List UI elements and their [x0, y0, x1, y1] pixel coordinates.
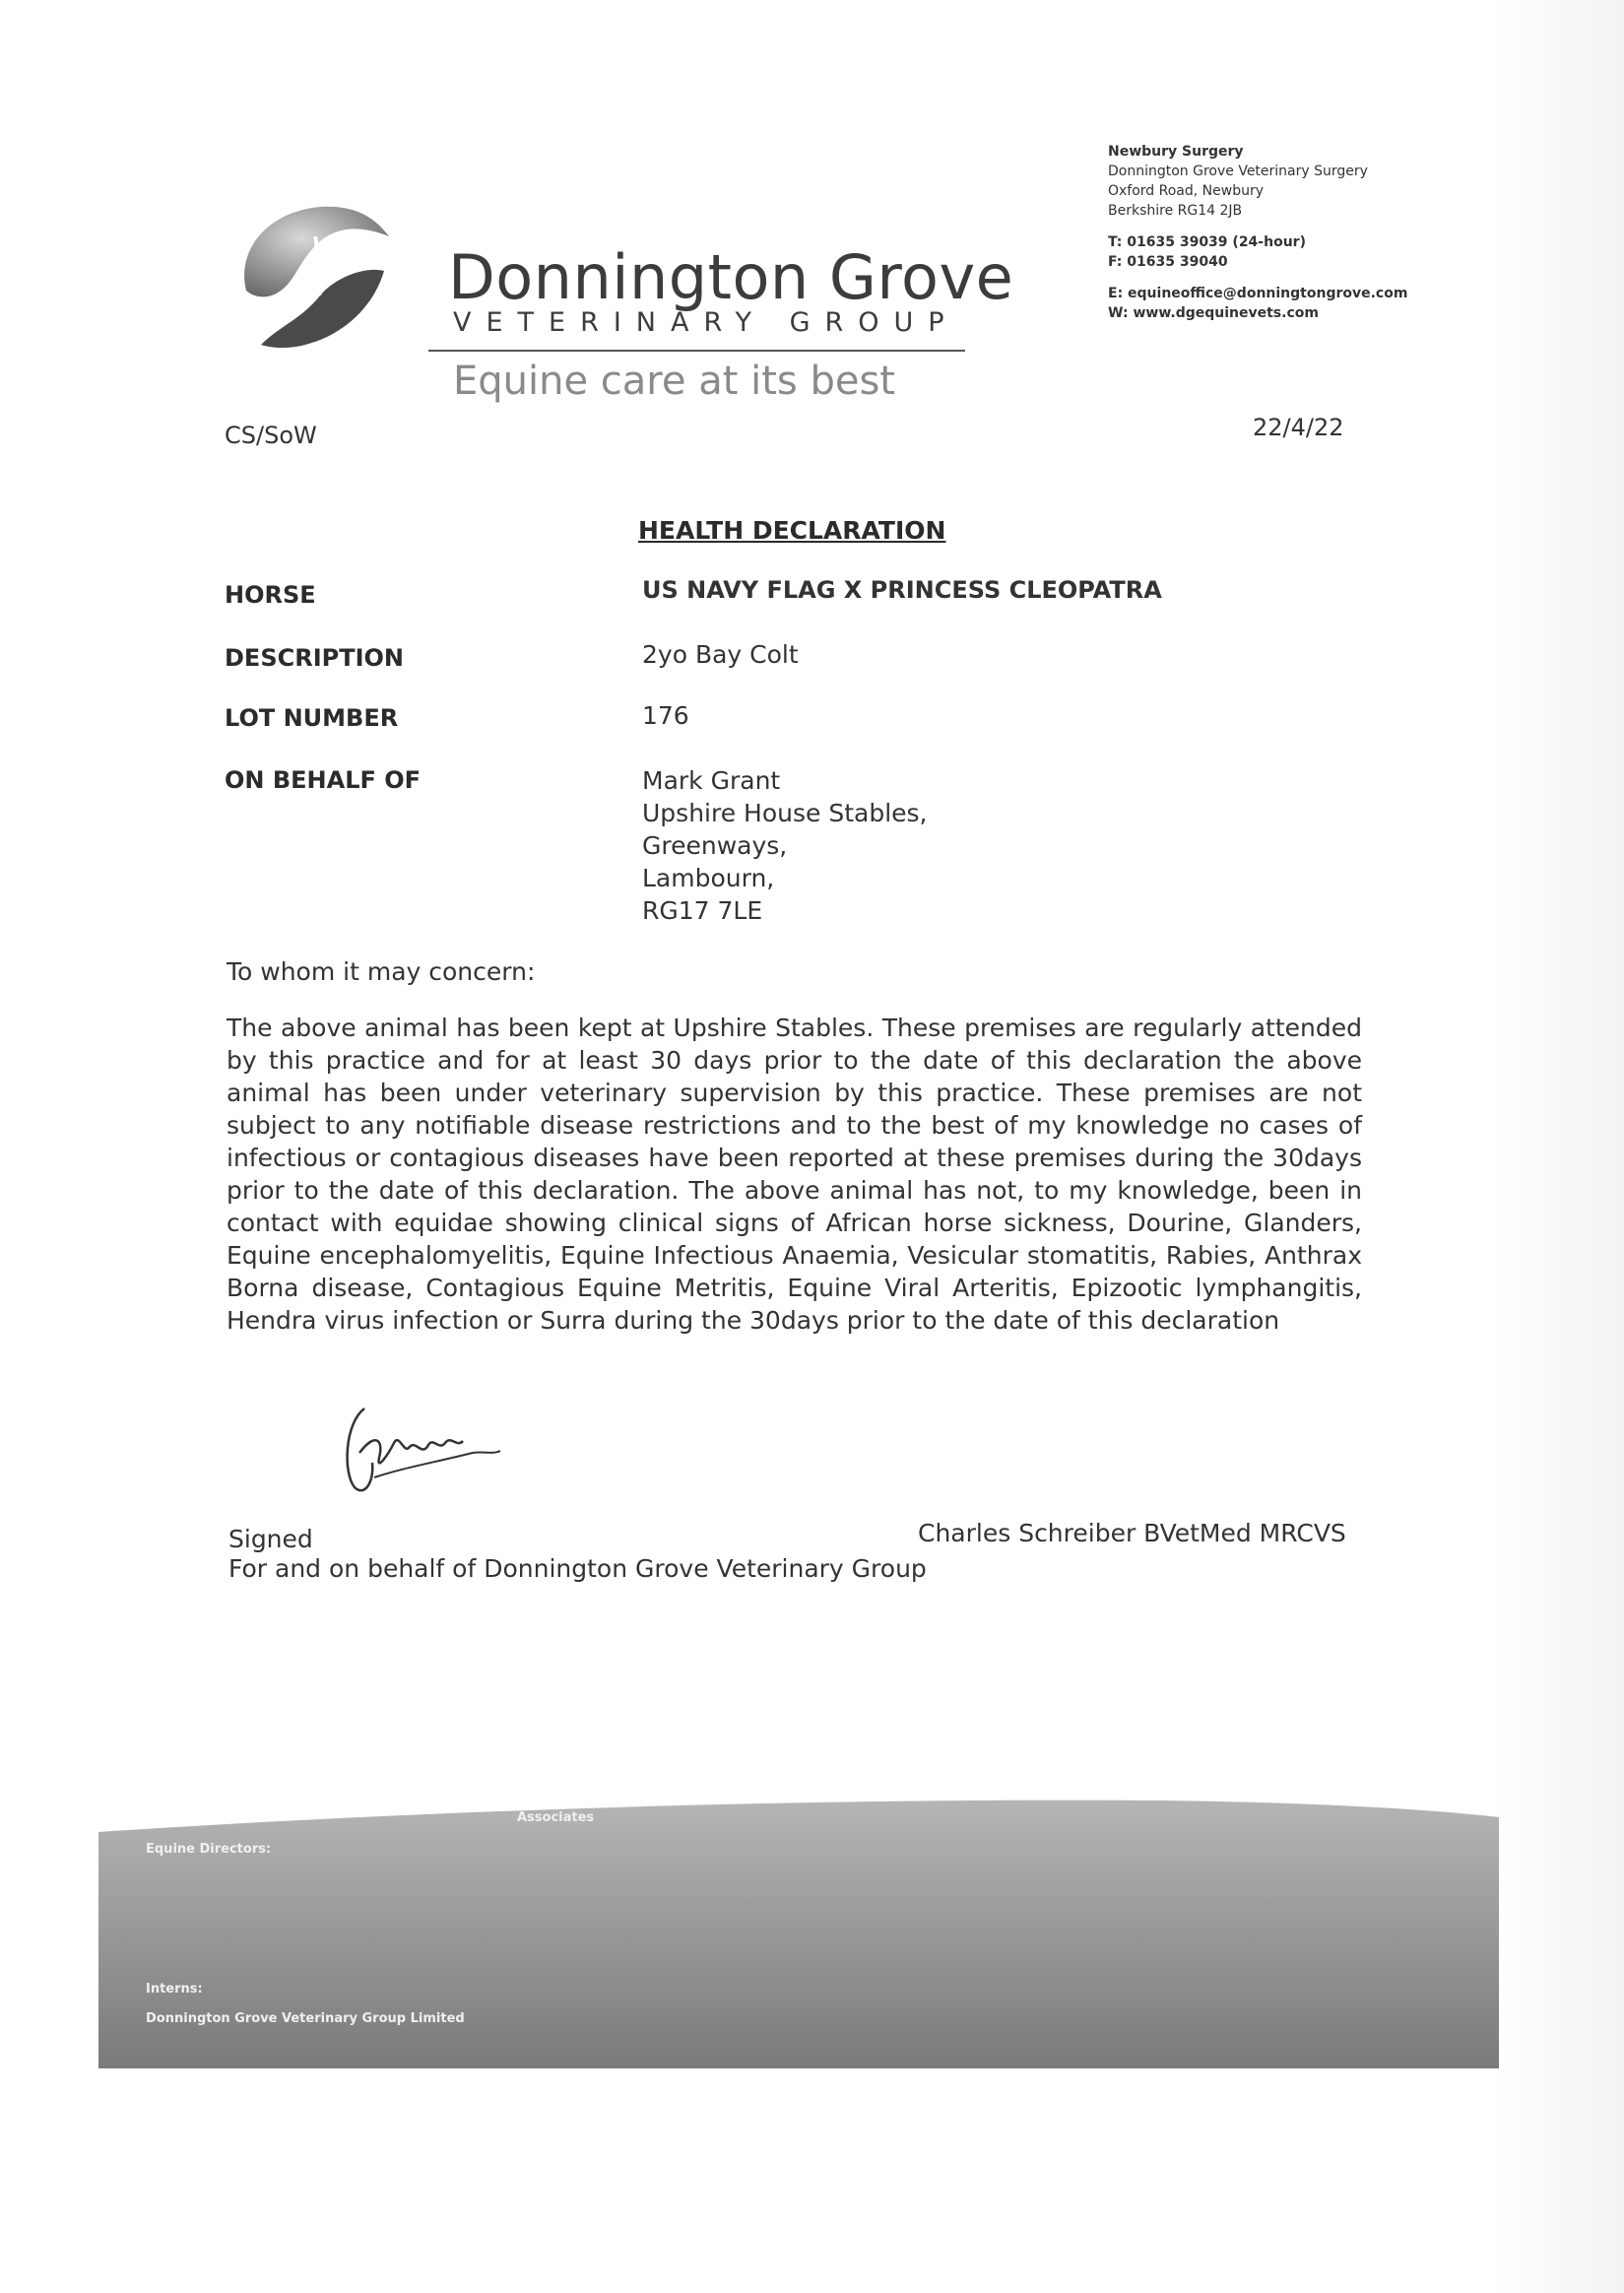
behalf-line: RG17 7LE [642, 896, 763, 925]
footer-company-label: Donnington Grove Veterinary Group Limited [146, 2011, 465, 2026]
description-label: DESCRIPTION [225, 644, 405, 672]
brand-tagline: Equine care at its best [453, 359, 895, 404]
document-title: HEALTH DECLARATION [638, 516, 946, 545]
footer-directors-label: Equine Directors: [146, 1842, 272, 1857]
email-line: E: equineoffice@donningtongrove.com [1108, 286, 1408, 301]
behalf-line: Mark Grant [642, 766, 781, 795]
footer-band [98, 1793, 1499, 2068]
page-edge-shadow [1491, 0, 1624, 2293]
footer-associates-label: Associates [517, 1810, 595, 1825]
footer-interns-label: Interns: [146, 1982, 203, 1997]
horse-head-logo-icon [227, 197, 394, 355]
footer-band-shape [98, 1793, 1499, 2068]
on-behalf-of-label: ON BEHALF OF [225, 766, 422, 794]
lot-number-label: LOT NUMBER [225, 704, 399, 732]
description-value: 2yo Bay Colt [642, 640, 799, 669]
address-line: Oxford Road, Newbury [1108, 183, 1265, 199]
signed-label: Signed [228, 1525, 313, 1553]
horse-value: US NAVY FLAG X PRINCESS CLEOPATRA [642, 576, 1162, 604]
web-line: W: www.dgequinevets.com [1108, 305, 1319, 321]
address-line: Berkshire RG14 2JB [1108, 203, 1243, 219]
behalf-line: Lambourn, [642, 864, 775, 892]
behalf-line: Upshire House Stables, [642, 799, 928, 827]
surgery-address-block [1108, 142, 1407, 323]
lot-number-value: 176 [642, 701, 689, 730]
signer-name: Charles Schreiber BVetMed MRCVS [918, 1519, 1346, 1547]
brand-divider [428, 350, 965, 352]
behalf-line: Greenways, [642, 831, 788, 860]
fax-line: F: 01635 39040 [1108, 254, 1228, 270]
on-behalf-statement: For and on behalf of Donnington Grove Veterinary Group [228, 1554, 927, 1583]
surgery-name: Newbury Surgery [1108, 144, 1244, 160]
brand-name: Donnington Grove [448, 241, 1014, 313]
letter-date: 22/4/22 [1253, 414, 1344, 441]
handwritten-signature-icon [335, 1394, 512, 1502]
telephone-line: T: 01635 39039 (24-hour) [1108, 234, 1306, 250]
on-behalf-of-address [642, 764, 928, 927]
declaration-body: The above animal has been kept at Upshire Stables. These premises are regularly attended by this practice and for at least 30 days prior to the date of this declaration the above animal has been under veterinary supervision by this practice. These premises are not subject to any notifiable disease restrictions and to the best of my knowledge no cases of infectious or contagious diseases have been reported at these premises during the 30days prior to the date of this declaration. The above animal has not, to my knowledge, been in contact with equidae showing clinical signs of African horse sickness, Dourine, Glanders, Equine encephalomyelitis, Equine Infectious Anaemia, Vesicular stomatitis, Rabies, Anthrax Borna disease, Contagious Equine Metritis, Equine Viral Arteritis, Epizootic lymphangitis, Hendra virus infection or Surra during the 30days prior to the date of this declaration [227, 1014, 1362, 1335]
reference-code: CS/SoW [225, 422, 317, 449]
horse-label: HORSE [225, 581, 316, 609]
salutation: To whom it may concern: [227, 957, 536, 986]
address-line: Donnington Grove Veterinary Surgery [1108, 164, 1368, 179]
brand-subtitle: VETERINARY GROUP [453, 307, 959, 338]
